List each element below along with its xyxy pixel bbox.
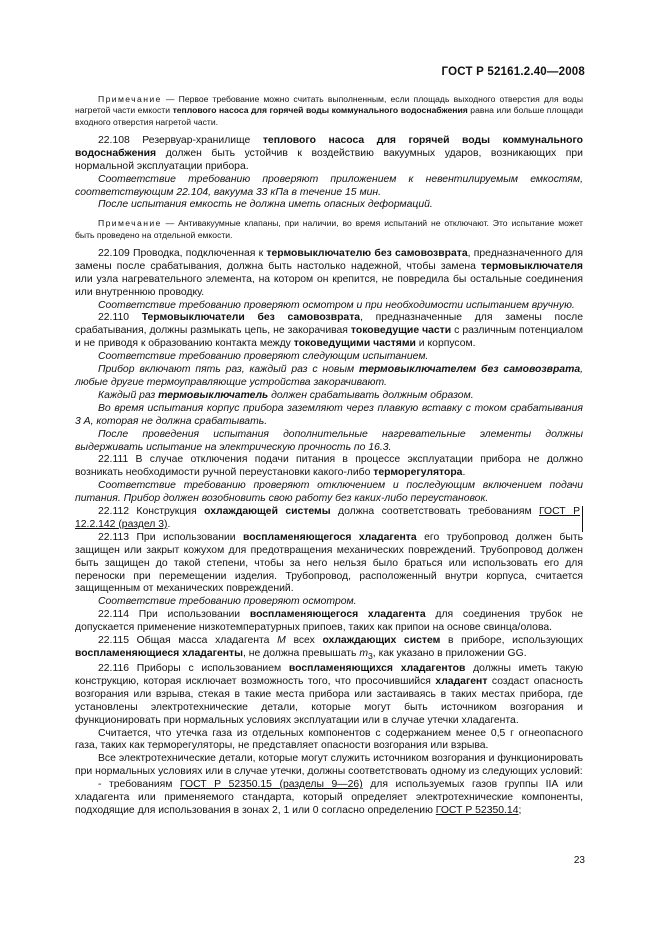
clause-22-109-check: Соответствие требованию проверяют осмотром и при необходимости испытанием вручную.	[98, 299, 575, 311]
note-2: Примечание — Антивакуумные клапаны, при наличии, во время испытаний не отключают. Это испытание может быть проведено на отдельной емкости.	[75, 218, 583, 240]
clause-22-111-check: Соответствие требованию проверяют отключением и последующим включением подачи питания. Прибор должен возобновить свою работу без каких-либо переустановок.	[75, 480, 583, 505]
note-1: Примечание — Первое требование можно считать выполненным, если площадь выходного отверстия для воды нагретой части емкости теплового насоса для горячей воды коммунального водоснабжения равна или больше площади входного отверстия нагретой части.	[75, 94, 584, 127]
clause-22-108-check: Соответствие требованию проверяют приложением к невентилируемым емкостям, соответствующим 22.104, вакуума 33 кПа в течение 15 мин.	[75, 173, 583, 198]
clause-22-116-para-2: Считается, что утечка газа из отдельных компонентов с содержанием менее 0,5 г огнеопасного газа, таких как терморегуляторы, не представляет опасности возгорания или взрыва.	[75, 727, 583, 752]
clause-22-113-check: Соответствие требованию проверяют осмотром.	[98, 596, 357, 608]
document-body	[75, 94, 583, 818]
clause-22-110: 22.110 Термовыключатели без самовозврата, предназначенные для замены после срабатывания, должны размыкать цепь, не закорачивая токоведущие части с различным потенциалом и не приводя к образованию контакта между токоведущими частями и корпусом.	[75, 312, 583, 350]
standard-link[interactable]: ГОСТ Р 52350.14	[435, 804, 519, 816]
clause-22-115: 22.115 Общая масса хладагента M всех охлаждающих систем в приборе, использующих воспламеняющиеся хладагенты, не должна превышать $m_3$, как указано в приложении GG.	[75, 635, 584, 662]
clause-22-116: 22.116 Приборы с использованием воспламеняющихся хладагентов должны иметь такую конструкцию, которая исключает возможность того, что просочившийся хладагент создаст опасность возгорания или взрыва, стекая в такие места прибора или застаиваясь в таких местах прибора, где установлены электротехнические детали, которые могут быть источником возгорания и функционировать при нормальных условиях эксплуатации или в случае утечки хладагента.	[75, 663, 584, 726]
clause-22-108-after: После испытания емкость не должна иметь опасных деформаций.	[98, 199, 433, 211]
standard-link[interactable]: ГОСТ Р 12.2.142 (раздел 3)	[75, 506, 580, 530]
clause-22-110-test-1: Прибор включают пять раз, каждый раз с новым термовыключателем без самовозврата, любые другие термоуправляющие устройства закорачивают.	[75, 364, 583, 388]
clause-22-110-check: Соответствие требованию проверяют следующим испытанием.	[98, 351, 429, 363]
clause-22-110-test-3: Во время испытания корпус прибора заземляют через плавкую вставку с током срабатывания 3 А, которая не должна срабатывать.	[75, 402, 583, 427]
clause-22-113: 22.113 При использовании воспламеняющегося хладагента его трубопровод должен быть защищен или закрыт кожухом для предотвращения механических повреждений. Трубопровод должен быть защищен до такой степени, чтобы за него нельзя было браться или использовать его для переноски при перемещении изделия. Трубопровод, расположенный внутри корпуса, считается защищенным от механических повреждений.	[75, 531, 584, 595]
clause-22-116-para-3: Все электротехнические детали, которые могут служить источником возгорания и функционировать при нормальных условиях или в случае утечки, должны соответствовать одному из следующих условий:	[75, 753, 583, 778]
note-label: Примечание	[98, 94, 162, 104]
clause-22-111: 22.111 В случае отключения подачи питания в процессе эксплуатации прибора не должно возникать необходимости ручной переустановки какого-либо терморегулятора.	[75, 454, 583, 479]
clause-22-110-test-2: Каждый раз термовыключатель должен срабатывать должным образом.	[98, 389, 474, 401]
clause-22-108: 22.108 Резервуар-хранилище теплового насоса для горячей воды коммунального водоснабжения должен быть устойчив к воздействию вакуумных ударов, возникающих при нормальной эксплуатации прибора.	[75, 134, 583, 172]
standard-link[interactable]: ГОСТ Р 52350.15 (разделы 9—26)	[179, 779, 363, 791]
clause-22-110-test-4: После проведения испытания дополнительные нагревательные элементы должны выдерживать испытание на электрическую прочность по 16.3.	[75, 428, 583, 453]
note-label: Примечание	[98, 218, 162, 229]
clause-22-112: 22.112 Конструкция охлаждающей системы должна соответствовать требованиям ГОСТ Р 12.2.142 (раздел 3).	[75, 506, 583, 532]
clause-22-114: 22.114 При использовании воспламеняющегося хладагента для соединения трубок не допускается применение низкотемпературных припоев, таких как припои на основе свинца/олова.	[75, 609, 583, 634]
document-header: ГОСТ Р 52161.2.40—2008	[441, 66, 585, 78]
clause-22-109: 22.109 Проводка, подключенная к термовыключателю без самовозврата, предназначенного для замены после срабатывания, должна быть настолько надежной, чтобы замена термовыключателя или узла нагревательного элемента, на котором он крепится, не повредила бы остальные соединения или внутреннюю проводку.	[75, 247, 583, 298]
clause-22-116-list-item: - требованиям ГОСТ Р 52350.15 (разделы 9—26) для используемых газов группы IIA или хладагента или применяемого стандарта, который определяет электротехнические компоненты, подходящие для использования в зонах 2, 1 или 0 согласно определению ГОСТ Р 52350.14;	[75, 779, 583, 816]
page-number: 23	[573, 855, 585, 866]
